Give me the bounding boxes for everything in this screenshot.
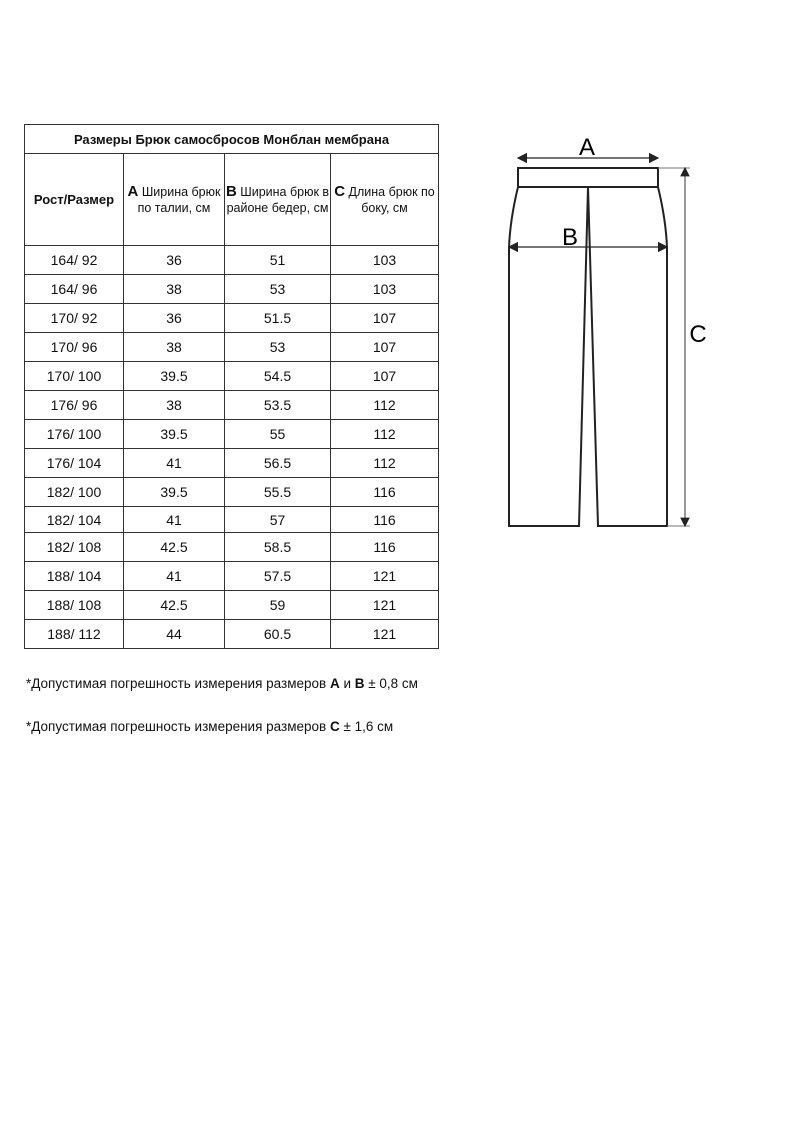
table-row xyxy=(25,533,439,562)
cell-size: 182/ 104 xyxy=(25,507,124,533)
cell-size: 164/ 96 xyxy=(25,275,124,304)
tolerance-note-ab: *Допустимая погрешность измерения размеров A и B ± 0,8 см xyxy=(26,676,418,691)
table-row xyxy=(25,449,439,478)
cell-hip: 55.5 xyxy=(225,478,331,507)
cell-length: 112 xyxy=(331,449,439,478)
cell-size: 170/ 100 xyxy=(25,362,124,391)
table-row xyxy=(25,478,439,507)
cell-hip: 51.5 xyxy=(225,304,331,333)
table-row xyxy=(25,620,439,649)
cell-length: 112 xyxy=(331,391,439,420)
header-waist-width: A Ширина брюк по талии, см xyxy=(124,154,225,246)
cell-hip: 53 xyxy=(225,333,331,362)
cell-size: 176/ 104 xyxy=(25,449,124,478)
cell-hip: 60.5 xyxy=(225,620,331,649)
table-row xyxy=(25,362,439,391)
cell-hip: 51 xyxy=(225,246,331,275)
cell-size: 176/ 96 xyxy=(25,391,124,420)
cell-size: 182/ 100 xyxy=(25,478,124,507)
cell-length: 107 xyxy=(331,362,439,391)
cell-waist: 38 xyxy=(124,275,225,304)
table-row xyxy=(25,591,439,620)
cell-waist: 41 xyxy=(124,507,225,533)
cell-waist: 36 xyxy=(124,304,225,333)
cell-length: 103 xyxy=(331,275,439,304)
cell-hip: 53 xyxy=(225,275,331,304)
cell-length: 116 xyxy=(331,507,439,533)
table-row xyxy=(25,507,439,533)
cell-length: 112 xyxy=(331,420,439,449)
cell-size: 188/ 108 xyxy=(25,591,124,620)
cell-size: 164/ 92 xyxy=(25,246,124,275)
cell-size: 170/ 92 xyxy=(25,304,124,333)
tolerance-note-c: *Допустимая погрешность измерения размеров C ± 1,6 см xyxy=(26,719,394,734)
cell-length: 116 xyxy=(331,533,439,562)
table-row xyxy=(25,562,439,591)
cell-size: 176/ 100 xyxy=(25,420,124,449)
cell-hip: 57 xyxy=(225,507,331,533)
header-height-size: Рост/Размер xyxy=(25,154,124,246)
cell-hip: 54.5 xyxy=(225,362,331,391)
size-table xyxy=(24,124,439,649)
cell-hip: 57.5 xyxy=(225,562,331,591)
label-b: B xyxy=(561,224,579,251)
cell-size: 182/ 108 xyxy=(25,533,124,562)
table-row xyxy=(25,275,439,304)
table-row xyxy=(25,304,439,333)
cell-size: 170/ 96 xyxy=(25,333,124,362)
cell-length: 103 xyxy=(331,246,439,275)
cell-length: 107 xyxy=(331,304,439,333)
table-header-row xyxy=(25,154,439,246)
cell-length: 121 xyxy=(331,591,439,620)
cell-waist: 38 xyxy=(124,391,225,420)
pants-measurement-diagram xyxy=(495,130,715,540)
cell-waist: 44 xyxy=(124,620,225,649)
label-c: C xyxy=(689,321,707,348)
cell-length: 121 xyxy=(331,620,439,649)
table-row xyxy=(25,333,439,362)
label-a: A xyxy=(578,134,596,161)
cell-waist: 39.5 xyxy=(124,478,225,507)
cell-waist: 41 xyxy=(124,449,225,478)
table-title: Размеры Брюк самосбросов Монблан мембрана xyxy=(25,125,439,154)
header-hip-width: B Ширина брюк в районе бедер, см xyxy=(225,154,331,246)
table-row xyxy=(25,246,439,275)
cell-length: 116 xyxy=(331,478,439,507)
pants-outline-icon xyxy=(509,168,667,526)
header-side-length: C Длина брюк по боку, см xyxy=(331,154,439,246)
cell-waist: 39.5 xyxy=(124,362,225,391)
cell-size: 188/ 112 xyxy=(25,620,124,649)
cell-waist: 41 xyxy=(124,562,225,591)
table-row xyxy=(25,391,439,420)
table-row xyxy=(25,420,439,449)
cell-hip: 59 xyxy=(225,591,331,620)
cell-hip: 58.5 xyxy=(225,533,331,562)
cell-waist: 42.5 xyxy=(124,591,225,620)
cell-length: 121 xyxy=(331,562,439,591)
cell-waist: 42.5 xyxy=(124,533,225,562)
cell-hip: 56.5 xyxy=(225,449,331,478)
cell-hip: 55 xyxy=(225,420,331,449)
cell-waist: 38 xyxy=(124,333,225,362)
cell-length: 107 xyxy=(331,333,439,362)
cell-hip: 53.5 xyxy=(225,391,331,420)
cell-waist: 36 xyxy=(124,246,225,275)
cell-size: 188/ 104 xyxy=(25,562,124,591)
cell-waist: 39.5 xyxy=(124,420,225,449)
